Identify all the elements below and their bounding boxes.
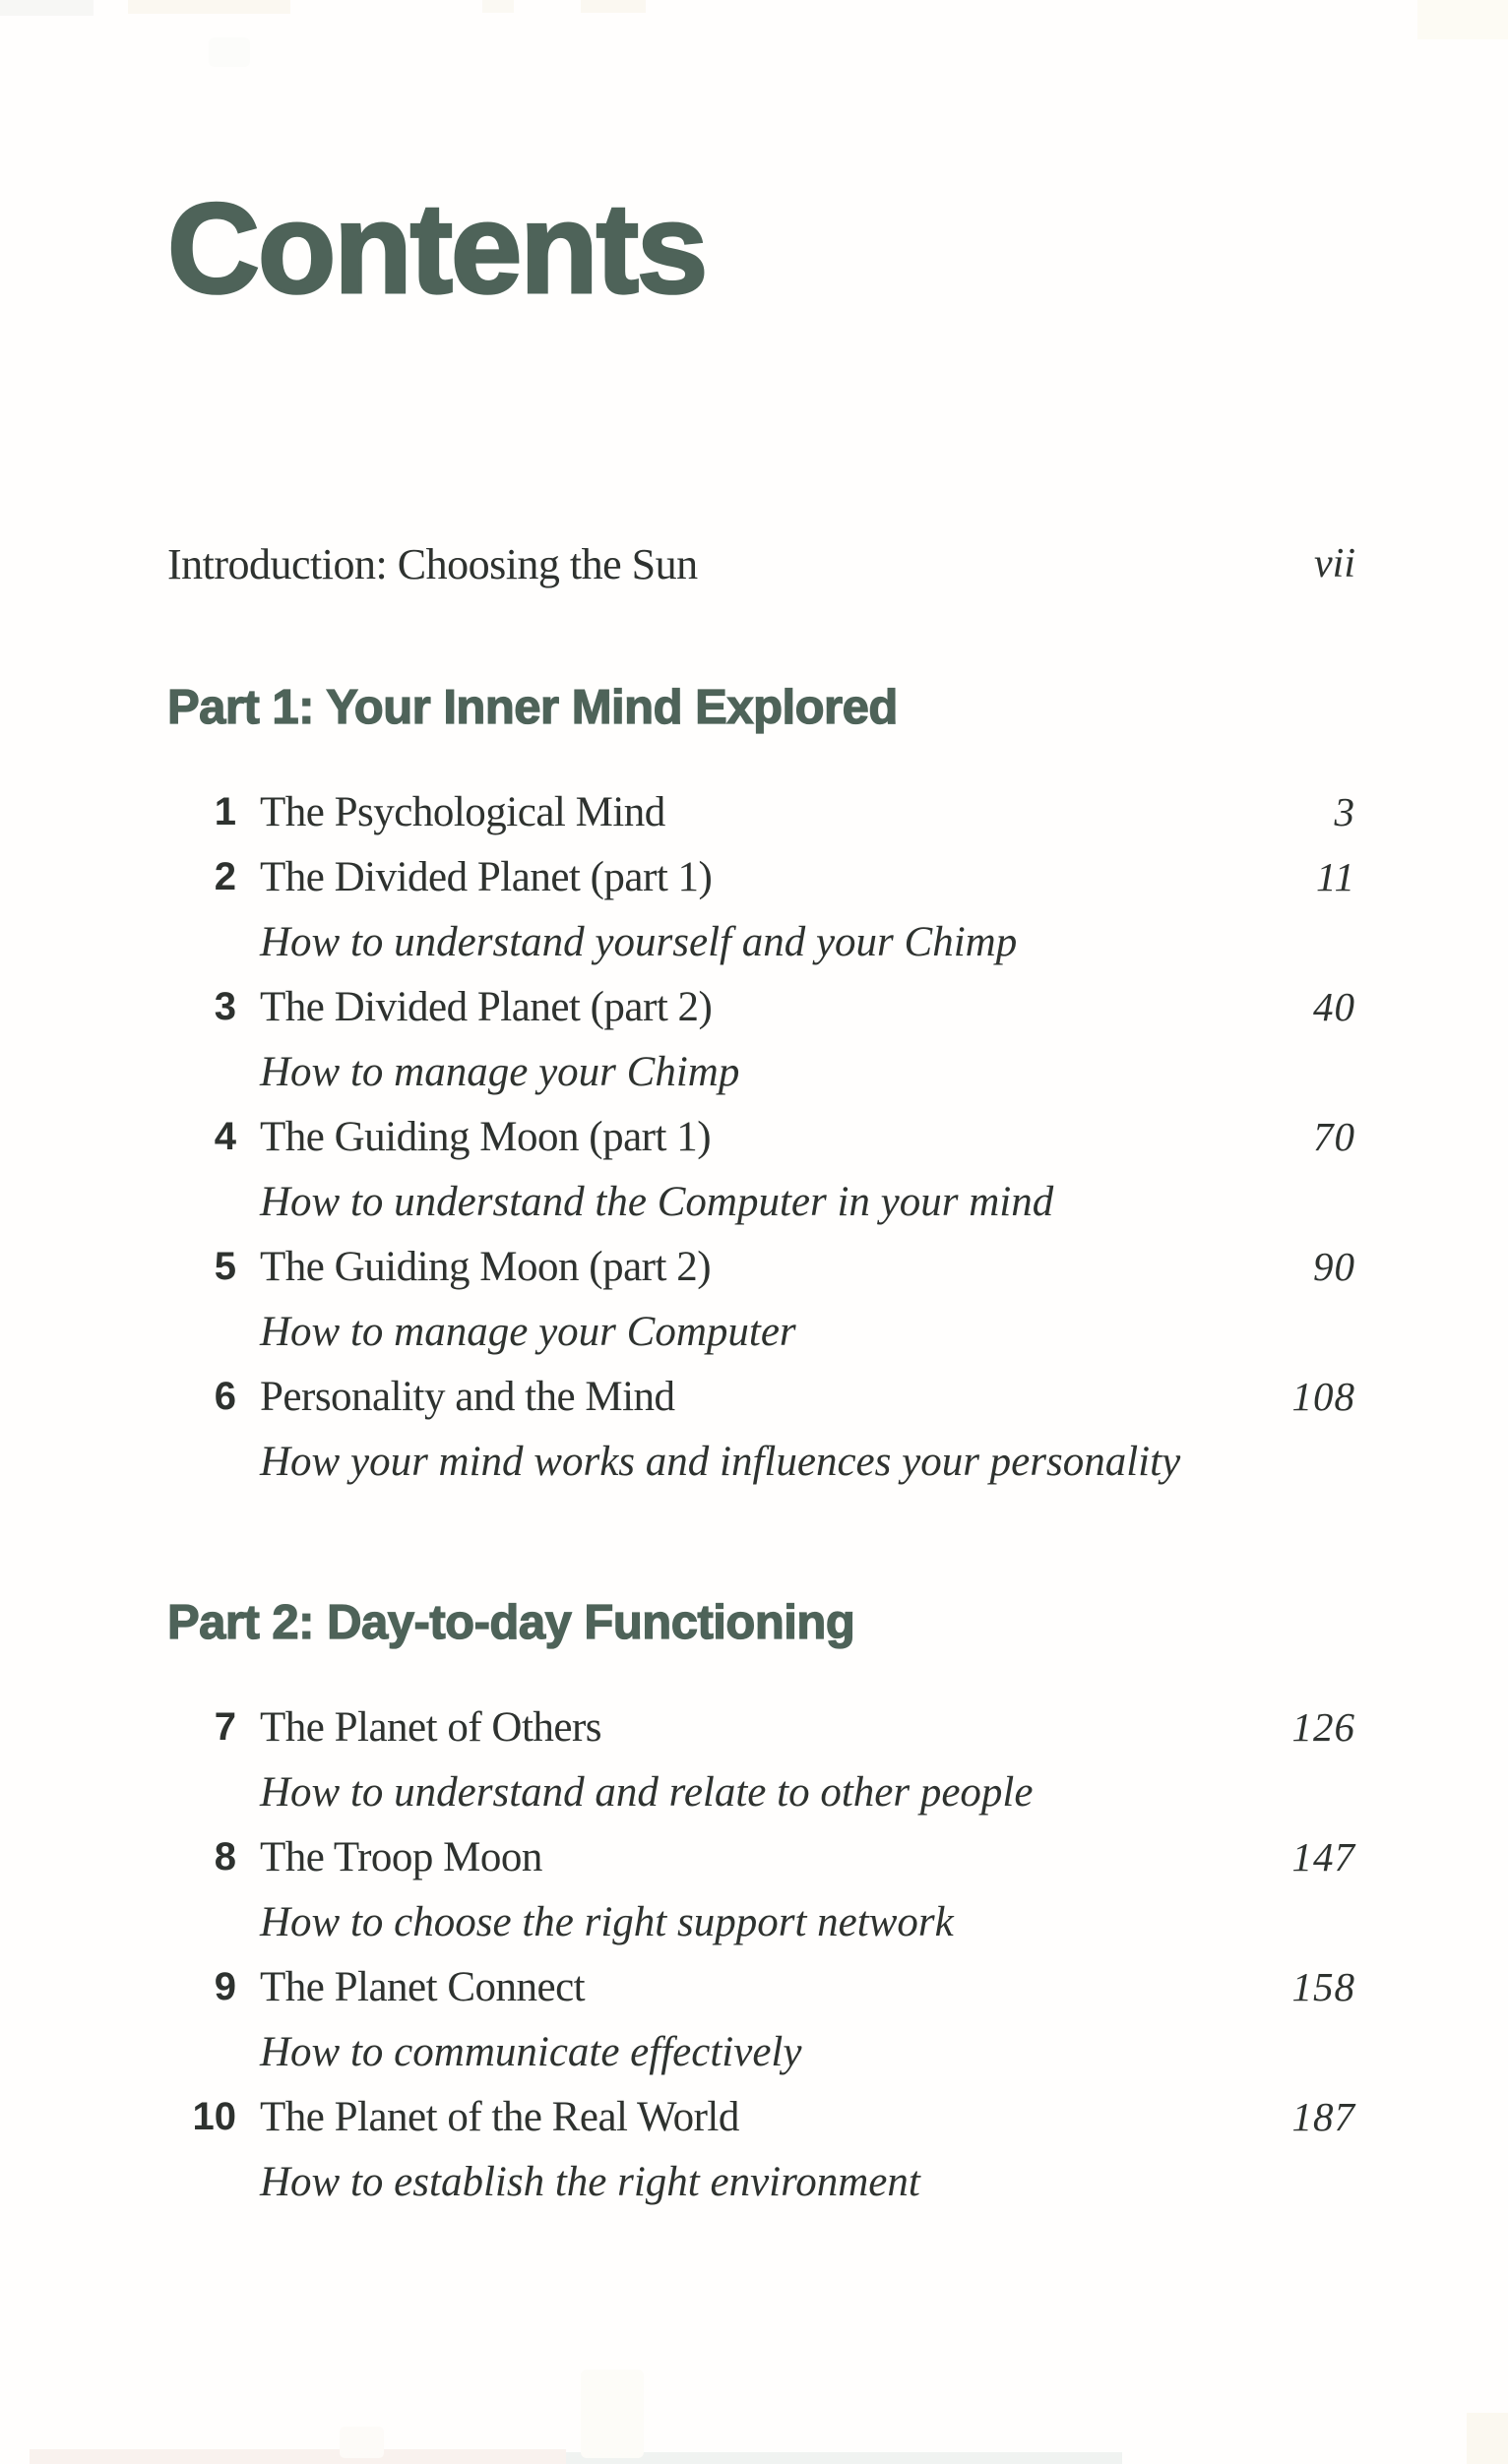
intro-page-number: vii [1314, 541, 1355, 586]
chapter-number: 6 [214, 1374, 236, 1418]
chapter-subtitle: How to communicate effectively [260, 2028, 802, 2075]
chapter-subtitle: How to manage your Chimp [260, 1048, 740, 1095]
chapter-row [167, 1364, 1355, 1429]
chapter-subtitle: How to choose the right support network [260, 1898, 954, 1945]
chapter-number: 3 [214, 984, 236, 1028]
scan-artifact [1467, 2413, 1508, 2464]
chapter-subtitle: How to understand yourself and your Chimp [260, 918, 1018, 965]
chapter-subtitle-row [167, 909, 1355, 974]
chapter-row [167, 1954, 1355, 2019]
chapter-page-number: 108 [1291, 1374, 1355, 1419]
chapter-page-number: 158 [1291, 1964, 1355, 2009]
scan-artifact [1417, 0, 1508, 39]
scan-artifact [581, 0, 646, 13]
page-title: Contents [167, 176, 707, 320]
chapter-page-number: 147 [1291, 1834, 1355, 1879]
chapter-row [167, 1104, 1355, 1169]
intro-label: Introduction: Choosing the Sun [167, 539, 698, 588]
chapter-page-number: 11 [1316, 854, 1355, 899]
scan-artifact [482, 0, 514, 13]
intro-row [167, 533, 1355, 594]
chapter-subtitle-row [167, 1889, 1355, 1954]
chapter-number: 8 [214, 1834, 236, 1879]
scan-artifact [566, 2452, 1122, 2464]
chapter-row [167, 974, 1355, 1039]
chapter-page-number: 90 [1313, 1244, 1355, 1289]
chapter-subtitle-row [167, 1429, 1355, 1494]
chapter-number: 4 [214, 1114, 236, 1158]
chapter-page-number: 187 [1291, 2094, 1355, 2139]
chapter-title: The Planet Connect [260, 1963, 586, 2010]
chapter-subtitle-row [167, 2149, 1355, 2214]
chapter-page-number: 40 [1313, 984, 1355, 1029]
chapter-subtitle-row [167, 1759, 1355, 1824]
chapter-rows [167, 779, 1355, 1494]
chapter-page-number: 126 [1291, 1704, 1355, 1750]
chapter-subtitle: How your mind works and influences your personality [260, 1438, 1181, 1485]
scan-artifact [128, 0, 290, 14]
chapter-number: 7 [214, 1704, 236, 1749]
chapter-title: The Guiding Moon (part 1) [260, 1113, 712, 1160]
chapter-title: The Divided Planet (part 2) [260, 983, 713, 1030]
chapter-row [167, 779, 1355, 844]
chapter-row [167, 1824, 1355, 1889]
chapter-title: The Troop Moon [260, 1833, 542, 1880]
chapter-title: The Planet of Others [260, 1703, 602, 1751]
chapter-subtitle-row [167, 1169, 1355, 1234]
chapter-title: The Guiding Moon (part 2) [260, 1243, 712, 1290]
chapter-title: The Planet of the Real World [260, 2093, 739, 2140]
chapter-row [167, 844, 1355, 909]
chapter-number: 2 [214, 854, 236, 898]
chapter-number: 10 [192, 2094, 236, 2138]
chapter-subtitle-row [167, 1299, 1355, 1364]
scan-artifact [0, 0, 94, 16]
chapter-number: 1 [214, 789, 236, 833]
chapter-row [167, 1694, 1355, 1759]
chapter-subtitle: How to manage your Computer [260, 1308, 796, 1355]
chapter-title: The Divided Planet (part 1) [260, 853, 713, 900]
chapter-number: 9 [214, 1964, 236, 2008]
part-heading: Part 1: Your Inner Mind Explored [167, 681, 898, 734]
chapter-subtitle-row [167, 1039, 1355, 1104]
chapter-subtitle-row [167, 2019, 1355, 2084]
chapter-subtitle: How to establish the right environment [260, 2158, 920, 2205]
chapter-rows [167, 1694, 1355, 2214]
scan-artifact [30, 2449, 566, 2464]
scan-artifact [209, 37, 250, 67]
chapter-title: The Psychological Mind [260, 788, 665, 835]
chapter-page-number: 70 [1313, 1114, 1355, 1159]
part-heading: Part 2: Day-to-day Functioning [167, 1596, 855, 1649]
chapter-subtitle: How to understand the Computer in your mind [260, 1178, 1054, 1225]
chapter-row [167, 1234, 1355, 1299]
chapter-title: Personality and the Mind [260, 1373, 675, 1420]
chapter-subtitle: How to understand and relate to other people [260, 1768, 1034, 1816]
chapter-page-number: 3 [1334, 789, 1355, 834]
scan-artifact [581, 2370, 644, 2458]
chapter-number: 5 [214, 1244, 236, 1288]
scan-artifact [340, 2427, 384, 2458]
chapter-row [167, 2084, 1355, 2149]
